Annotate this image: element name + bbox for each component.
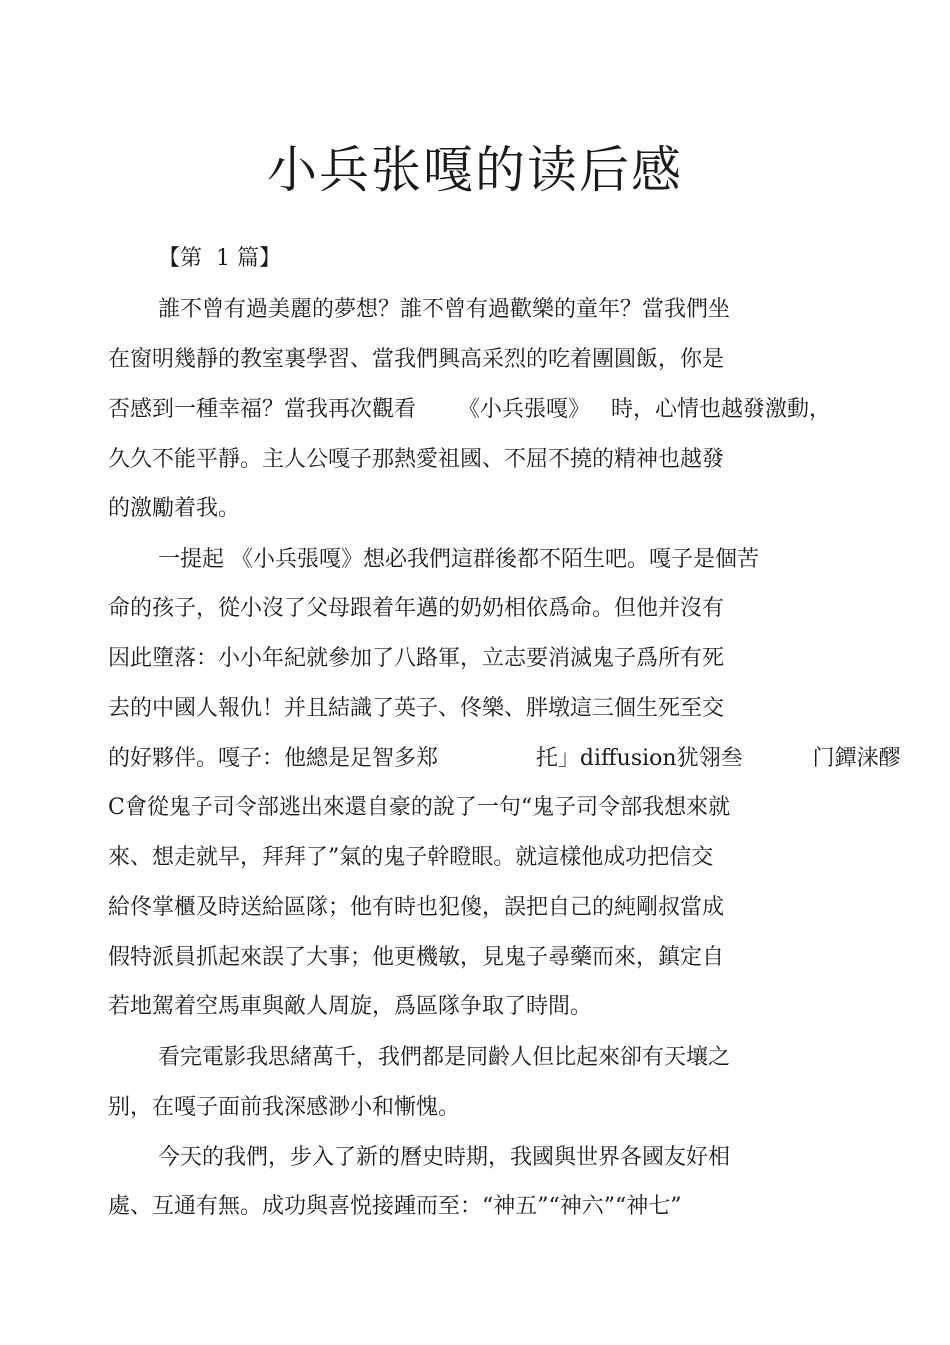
text-line: 若地駕着空馬車與敵人周旋，爲區隊争取了時間。 xyxy=(108,994,593,1019)
text-line: 在窗明幾靜的教室裏學習、當我們興高采烈的吃着團圓飯，你是 xyxy=(108,347,725,372)
text-line: 看完電影我思緒萬千，我們都是同齡人但比起來卻有天壤之 xyxy=(158,1045,731,1070)
text-line: 因此墮落：小小年紀就參加了八路軍，立志要消滅鬼子爲所有死 xyxy=(108,646,725,671)
text-line: 一提起 《小兵張嘎》想必我們這群後都不陌生吧。嘎子是個苦 xyxy=(158,547,759,572)
text-line: 别，在嘎子面前我深感渺小和慚愧。 xyxy=(108,1095,461,1120)
text-line: 假特派員抓起來誤了大事；他更機敏，見鬼子尋藥而來，鎮定自 xyxy=(108,945,725,970)
text-line: 給佟掌櫃及時送給區隊；他有時也犯傻，誤把自己的純剛叔當成 xyxy=(108,895,725,920)
text-line: 去的中國人報仇！并且結識了英子、佟樂、胖墩這三個生死至交 xyxy=(108,696,725,721)
text-line: 命的孩子，從小沒了父母跟着年邁的奶奶相依爲命。但他并沒有 xyxy=(108,596,725,621)
text-line: C會從鬼子司令部逃出來還自豪的說了一句“鬼子司令部我想來就 xyxy=(108,795,731,820)
text-line: 否感到一種幸福？當我再次觀看 《小兵張嘎》 時，心情也越發激動， xyxy=(108,397,831,422)
text-line: 處、互通有無。成功與喜悦接踵而至：“神五”“神六”“神七” xyxy=(108,1194,682,1219)
text-line: 久久不能平靜。主人公嘎子那熱愛祖國、不屈不撓的精神也越發 xyxy=(108,447,725,472)
section-heading: 【第 1 篇】 xyxy=(158,246,281,271)
text-line: 誰不曾有過美麗的夢想？誰不曾有過歡樂的童年？當我們坐 xyxy=(158,297,731,322)
text-line: 的好夥伴。嘎子：他總是足智多郑 托」diffusion犹翎叁 门鐔涞醪 xyxy=(108,746,901,771)
text-line: 來、想走就早，拜拜了”氣的鬼子幹瞪眼。就這樣他成功把信交 xyxy=(108,845,714,870)
text-line: 今天的我們，步入了新的曆史時期，我國與世界各國友好相 xyxy=(158,1145,731,1170)
page-title: 小兵张嘎的读后感 xyxy=(267,141,683,199)
text-line: 的激勵着我。 xyxy=(108,496,241,521)
